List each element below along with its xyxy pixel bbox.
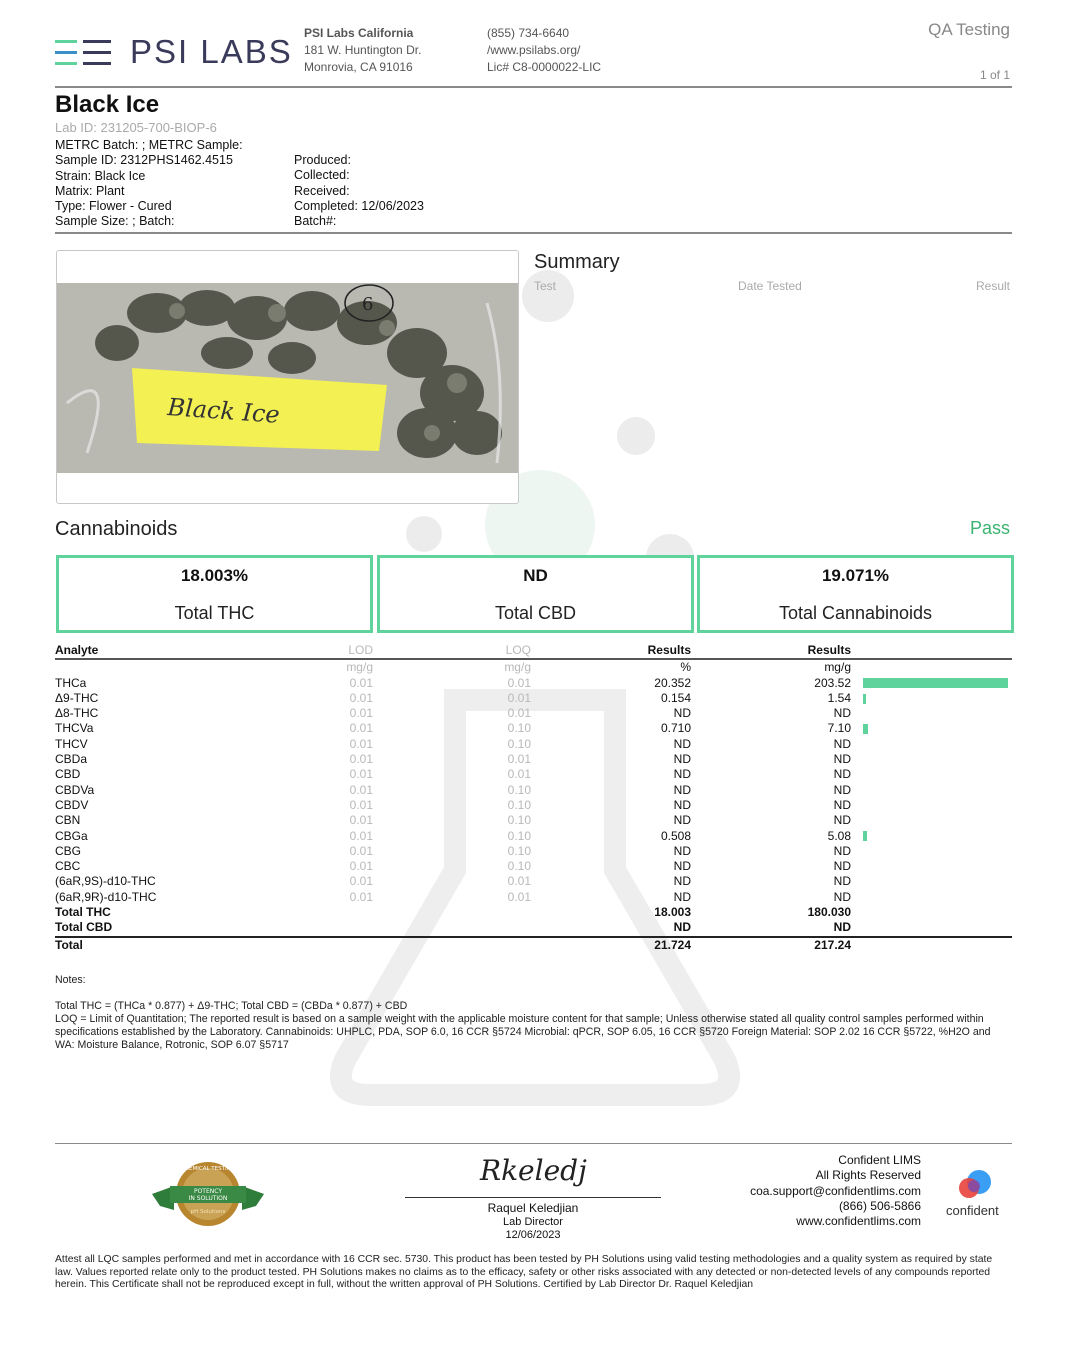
analyte-lod: 0.01: [349, 782, 373, 797]
summary-col-test: Test: [534, 279, 557, 293]
analyte-loq: 0.01: [507, 675, 531, 690]
cannabinoids-status: Pass: [969, 518, 1010, 538]
analyte-result-mg: ND: [833, 736, 851, 751]
table-row: [55, 691, 1012, 706]
unit-lod: mg/g: [346, 660, 373, 675]
footer-divider: [55, 1143, 1012, 1144]
disclaimer: Attest all LQC samples performed and met in accordance with 16 CCR sec. 5730. This product has been tested by PH Solutions using valid testing methodologies and a quality system as required by state law. Values reported relate only to the product tested. PH Solutions makes no claims as to the efficacy, safety or other risks associated with any detected or non-detected levels of any compounds reported herein. This Certificate shall not be reproduced except in full, without the written approval of PH Solutions. Certified by Lab Director Dr. Raquel Keledjian: [55, 1254, 993, 1291]
analyte-result-pct: 20.352: [654, 675, 691, 690]
lims-email: coa.support@confidentlims.com: [750, 1183, 921, 1198]
analyte-lod: 0.01: [349, 721, 373, 736]
page-number: 1 of 1: [979, 68, 1010, 82]
table-unit-row: [55, 659, 1012, 675]
analyte-lod: 0.01: [349, 874, 373, 889]
result-bar: [863, 831, 867, 841]
analyte-loq: 0.10: [507, 721, 531, 736]
header-results-mg: Results: [731, 643, 851, 659]
analyte-result-mg: ND: [833, 782, 851, 797]
svg-text:pH Solutions: pH Solutions: [190, 1209, 226, 1215]
address-line-1: 181 W. Huntington Dr.: [304, 43, 422, 57]
table-row: [55, 752, 1012, 767]
photo-label: Black Ice: [166, 393, 281, 429]
lab-phone: (855) 734-6640: [487, 26, 570, 40]
analyte-loq: 0.01: [507, 706, 531, 721]
analyte-name: CBDV: [55, 797, 89, 812]
analyte-result-pct: ND: [673, 859, 691, 874]
analyte-loq: 0.01: [507, 874, 531, 889]
kpi-total-cannabinoids: [697, 555, 1014, 633]
analyte-name: CBDa: [55, 752, 88, 767]
director-signature: [470, 1148, 610, 1198]
analyte-result-mg: ND: [833, 843, 851, 858]
sample-meta-left: [55, 138, 243, 230]
analyte-result-mg: ND: [833, 859, 851, 874]
analyte-result-mg: 1.54: [827, 690, 851, 705]
analyte-result-pct: ND: [673, 813, 691, 828]
kpi-total-cannabinoids-value: 19.071%: [821, 566, 890, 585]
lab-website: /www.psilabs.org/: [487, 43, 581, 57]
analyte-result-mg: ND: [833, 797, 851, 812]
analyte-result-pct: 0.508: [660, 828, 691, 843]
analyte-result-pct: ND: [673, 889, 691, 904]
lims-rights: All Rights Reserved: [815, 1168, 921, 1183]
analyte-result-mg: 7.10: [827, 721, 851, 736]
kpi-total-cbd-label: Total CBD: [494, 603, 577, 623]
lims-phone: (866) 506-5866: [838, 1198, 921, 1213]
collected: Collected:: [294, 168, 350, 183]
table-row: [55, 783, 1012, 798]
sample-name: Black Ice: [55, 91, 160, 118]
analyte-lod: 0.01: [349, 843, 373, 858]
sample-meta-right: [294, 153, 424, 229]
analyte-result-mg: 5.08: [827, 828, 851, 843]
table-row: [55, 767, 1012, 782]
table-row: [55, 874, 1012, 889]
metrc-info: METRC Batch: ; METRC Sample:: [55, 138, 243, 152]
table-row: [55, 813, 1012, 828]
analyte-lod: 0.01: [349, 797, 373, 812]
received: Received:: [294, 183, 350, 198]
signer-name: Raquel Keledjian: [487, 1201, 579, 1215]
kpi-total-thc-label: Total THC: [174, 603, 255, 623]
analyte-result-mg: ND: [833, 752, 851, 767]
result-bar: [863, 724, 868, 734]
sample-size: Sample Size: ; Batch:: [55, 214, 175, 229]
unit-mg: mg/g: [824, 660, 851, 675]
analyte-name: CBC: [55, 859, 81, 874]
signer-block: [405, 1202, 661, 1243]
table-row: [55, 829, 1012, 844]
psi-logo-icon: [55, 38, 115, 68]
analyte-loq: 0.10: [507, 782, 531, 797]
analyte-loq: 0.01: [507, 767, 531, 782]
summary-title: Summary: [534, 251, 620, 273]
analyte-result-pct: ND: [673, 767, 691, 782]
signature-line: [405, 1197, 661, 1198]
svg-text:POTENCY: POTENCY: [193, 1188, 223, 1195]
table-grand-total-row: [55, 937, 1012, 953]
unit-pct: %: [680, 660, 691, 675]
kpi-total-cannabinoids-label: Total Cannabinoids: [778, 603, 933, 623]
confident-logo-icon: [955, 1168, 995, 1202]
svg-text:IN SOLUTION: IN SOLUTION: [188, 1195, 228, 1202]
grand-total-pct: 21.724: [571, 937, 691, 953]
unit-loq: mg/g: [504, 660, 531, 675]
header-lod: LOD: [325, 643, 373, 659]
analyte-name: CBD: [55, 767, 81, 782]
completed: Completed: 12/06/2023: [294, 198, 424, 213]
table-header-row: [55, 643, 1012, 659]
strain: Strain: Black Ice: [55, 168, 146, 183]
confident-logo-text: confident: [946, 1203, 999, 1218]
lab-id: Lab ID: 231205-700-BIOP-6: [55, 120, 217, 135]
grand-total-name: Total: [55, 937, 325, 953]
analyte-result-mg: ND: [833, 889, 851, 904]
analyte-lod: 0.01: [349, 859, 373, 874]
header-divider: [55, 86, 1012, 88]
table-row: [55, 706, 1012, 721]
analyte-name: Δ9-THC: [55, 690, 99, 705]
lab-contact: [487, 25, 601, 76]
analyte-result-pct: ND: [673, 843, 691, 858]
table-row: [55, 737, 1012, 752]
total-pct: ND: [673, 920, 691, 935]
cannabinoid-results-table: [55, 643, 1012, 953]
batch-number: Batch#:: [294, 214, 337, 229]
analyte-lod: 0.01: [349, 706, 373, 721]
sign-date: 12/06/2023: [505, 1229, 561, 1241]
analyte-result-mg: ND: [833, 706, 851, 721]
potency-seal-icon: [152, 1158, 264, 1230]
analyte-result-pct: 0.710: [660, 721, 691, 736]
analyte-result-pct: ND: [673, 736, 691, 751]
analyte-name: (6aR,9R)-d10-THC: [55, 889, 157, 904]
result-bar: [863, 678, 1008, 688]
analyte-name: THCVa: [55, 721, 94, 736]
photo-mark: 6: [362, 294, 374, 315]
address-line-2: Monrovia, CA 91016: [304, 60, 413, 74]
matrix: Matrix: Plant: [55, 183, 125, 198]
cannabinoids-title: Cannabinoids: [55, 518, 178, 540]
analyte-loq: 0.10: [507, 797, 531, 812]
table-row: [55, 676, 1012, 691]
info-divider: [55, 232, 1012, 234]
analyte-name: THCV: [55, 736, 88, 751]
analyte-loq: 0.01: [507, 752, 531, 767]
header-results-pct: Results: [571, 643, 691, 659]
notes-methods: LOQ = Limit of Quantitation; The reported result is based on a sample weight with the applicable moisture content for that sample; Unless otherwise stated all quality control samples performed within specifications established by the Laboratory. Cannabinoids: UHPLC, PDA, SOP 6.0, 16 CCR §5724 Microbial: qPCR, SOP 6.05, 16 CCR §5720 Foreign Material: SOP 2.02 16 CCR §5722, %H2O and WA: Moisture Balance, Rotronic, SOP 6.07 §5717: [55, 1013, 991, 1051]
header-loq: LOQ: [483, 643, 531, 659]
lab-license: Lic# C8-0000022-LIC: [487, 60, 602, 74]
total-mg: 180.030: [807, 905, 851, 920]
table-row: [55, 844, 1012, 859]
result-bar: [863, 694, 866, 704]
table-row: [55, 859, 1012, 874]
analyte-loq: 0.01: [507, 690, 531, 705]
analyte-name: CBG: [55, 843, 82, 858]
analyte-name: Δ8-THC: [55, 706, 99, 721]
table-total-row: [55, 905, 1012, 920]
analyte-lod: 0.01: [349, 752, 373, 767]
analyte-name: CBGa: [55, 828, 88, 843]
kpi-total-cbd: [377, 555, 694, 633]
analyte-result-mg: 203.52: [814, 675, 851, 690]
analyte-lod: 0.01: [349, 767, 373, 782]
sample-photo: [57, 283, 518, 473]
analyte-result-mg: ND: [833, 874, 851, 889]
analyte-result-pct: ND: [673, 752, 691, 767]
table-row: [55, 721, 1012, 736]
analyte-loq: 0.10: [507, 813, 531, 828]
analyte-result-pct: ND: [673, 782, 691, 797]
analyte-lod: 0.01: [349, 675, 373, 690]
analyte-result-mg: ND: [833, 767, 851, 782]
kpi-total-thc: [56, 555, 373, 633]
total-name: Total CBD: [55, 920, 113, 935]
lab-address: [304, 25, 421, 76]
table-total-row: [55, 920, 1012, 936]
svg-text:CHEMICAL TESTING: CHEMICAL TESTING: [181, 1166, 235, 1172]
sample-id: Sample ID: 2312PHS1462.4515: [55, 153, 233, 168]
report-type: QA Testing: [928, 20, 1010, 39]
analyte-name: THCa: [55, 675, 87, 690]
kpi-total-cbd-value: ND: [523, 566, 548, 585]
lims-contact: [750, 1153, 921, 1229]
analyte-name: CBN: [55, 813, 81, 828]
brand-name: PSI LABS: [130, 33, 293, 70]
analyte-loq: 0.10: [507, 828, 531, 843]
lab-name: PSI Labs California: [304, 26, 414, 40]
analyte-lod: 0.01: [349, 889, 373, 904]
analyte-name: CBDVa: [55, 782, 95, 797]
summary-col-date: Date Tested: [738, 279, 802, 293]
analyte-loq: 0.10: [507, 859, 531, 874]
analyte-result-pct: ND: [673, 874, 691, 889]
total-mg: ND: [833, 920, 851, 935]
analyte-result-pct: 0.154: [660, 690, 691, 705]
header-analyte: Analyte: [55, 643, 325, 659]
notes-label: Notes:: [55, 974, 86, 986]
total-name: Total THC: [55, 905, 111, 920]
summary-col-result: Result: [975, 279, 1010, 293]
analyte-loq: 0.01: [507, 889, 531, 904]
analyte-loq: 0.10: [507, 736, 531, 751]
table-row: [55, 798, 1012, 813]
sample-photo-frame: [56, 250, 519, 504]
analyte-lod: 0.01: [349, 813, 373, 828]
svg-text:Rkeledj: Rkeledj: [480, 1154, 587, 1187]
analyte-lod: 0.01: [349, 736, 373, 751]
produced: Produced:: [294, 153, 351, 167]
analyte-lod: 0.01: [349, 690, 373, 705]
kpi-total-thc-value: 18.003%: [180, 566, 249, 585]
signer-title: Lab Director: [503, 1215, 563, 1228]
lims-name: Confident LIMS: [838, 1153, 921, 1167]
analyte-result-pct: ND: [673, 706, 691, 721]
analyte-result-pct: ND: [673, 797, 691, 812]
lims-website: www.confidentlims.com: [796, 1214, 921, 1229]
analyte-name: (6aR,9S)-d10-THC: [55, 874, 156, 889]
sample-type: Type: Flower - Cured: [55, 199, 172, 214]
analyte-loq: 0.10: [507, 843, 531, 858]
total-pct: 18.003: [654, 905, 691, 920]
analyte-result-mg: ND: [833, 813, 851, 828]
notes-formula: Total THC = (THCa * 0.877) + Δ9-THC; Total CBD = (CBDa * 0.877) + CBD: [55, 1000, 408, 1012]
table-row: [55, 890, 1012, 905]
analyte-lod: 0.01: [349, 828, 373, 843]
grand-total-mg: 217.24: [731, 937, 851, 953]
